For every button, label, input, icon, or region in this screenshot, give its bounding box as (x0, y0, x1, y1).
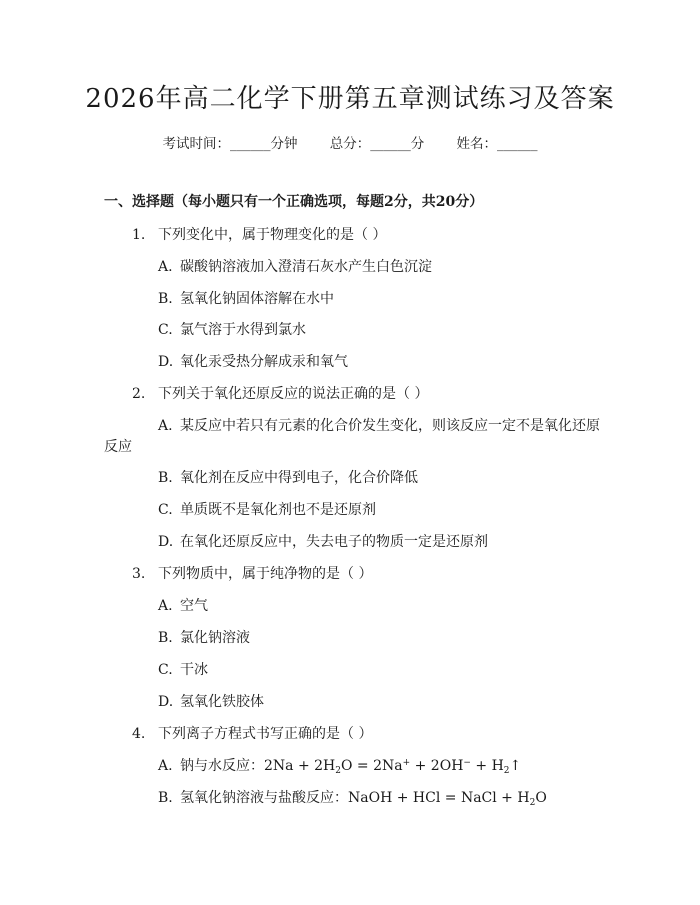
question-number: 1. (132, 227, 146, 243)
question-1 (132, 224, 386, 244)
question-text: 下列关于氧化还原反应的说法正确的是（ ） (158, 386, 429, 402)
option-letter: A. (158, 418, 173, 434)
option-text: 氢氧化铁胶体 (180, 694, 264, 710)
option-1a (158, 256, 432, 276)
option-letter: D. (158, 534, 174, 550)
subscript: 2 (529, 798, 536, 808)
option-letter: B. (158, 291, 173, 307)
option-2c (158, 499, 376, 519)
option-2a (158, 415, 600, 435)
section-heading-choice: 一、选择题（每小题只有一个正确选项，每题2分，共20分） (104, 194, 484, 210)
option-text: 干冰 (180, 662, 208, 678)
option-3b (158, 627, 250, 647)
option-text: 氧化汞受热分解成汞和氧气 (180, 354, 348, 370)
option-letter: A. (158, 598, 173, 614)
option-1d (158, 351, 348, 371)
question-number: 2. (132, 386, 146, 402)
option-text: 某反应中若只有元素的化合价发生变化，则该反应一定不是氧化还原 (180, 418, 600, 434)
option-text: 氯气溶于水得到氯水 (180, 322, 306, 338)
option-4a (158, 755, 521, 776)
option-1b (158, 288, 334, 308)
exam-info-line (0, 132, 700, 152)
option-letter: C. (158, 662, 173, 678)
name-field: 姓名：______ (456, 136, 538, 152)
question-number: 4. (132, 726, 146, 742)
option-text: 在氧化还原反应中，失去电子的物质一定是还原剂 (180, 534, 488, 550)
option-3c (158, 659, 208, 679)
option-letter: B. (158, 790, 173, 806)
question-text: 下列变化中，属于物理变化的是（ ） (158, 227, 387, 243)
option-2d (158, 531, 488, 551)
exam-time-field: 考试时间：______分钟 (162, 136, 298, 152)
option-4b (158, 787, 547, 808)
option-text: 氢氧化钠固体溶解在水中 (180, 291, 334, 307)
option-text: 单质既不是氧化剂也不是还原剂 (180, 502, 376, 518)
option-3a (158, 595, 208, 615)
option-letter: C. (158, 502, 173, 518)
page-title: 2026年高二化学下册第五章测试练习及答案 (85, 84, 615, 114)
total-score-field: 总分：______分 (329, 136, 425, 152)
option-text: 碳酸钠溶液加入澄清石灰水产生白色沉淀 (180, 259, 432, 275)
option-letter: C. (158, 322, 173, 338)
question-4 (132, 723, 372, 743)
question-3 (132, 563, 372, 583)
option-letter: B. (158, 470, 173, 486)
option-2b (158, 467, 418, 487)
question-text: 下列离子方程式书写正确的是（ ） (158, 726, 373, 742)
subscript: 2 (503, 766, 510, 776)
equation-part: 氢氧化钠溶液与盐酸反应：NaOH + HCl = NaCl + H (180, 790, 530, 806)
equation-part: O (535, 790, 547, 806)
equation-part: + 2OH (410, 758, 464, 774)
option-2a-continuation: 反应 (104, 439, 132, 455)
equation-part: + H (470, 758, 504, 774)
equation-part: 钠与水反应：2Na + 2H (180, 758, 336, 774)
equation-part: O = 2Na (341, 758, 403, 774)
option-letter: D. (158, 694, 174, 710)
option-text: 空气 (180, 598, 208, 614)
option-3d (158, 691, 264, 711)
option-text: 氯化钠溶液 (180, 630, 250, 646)
question-number: 3. (132, 566, 146, 582)
option-1c (158, 319, 306, 339)
option-letter: D. (158, 354, 174, 370)
subscript: 2 (335, 766, 341, 776)
gas-arrow-icon: ↑ (509, 758, 522, 774)
option-letter: A. (158, 259, 173, 275)
question-2 (132, 383, 428, 403)
superscript-charge: + (402, 758, 411, 768)
question-text: 下列物质中，属于纯净物的是（ ） (158, 566, 373, 582)
option-text: 氧化剂在反应中得到电子，化合价降低 (180, 470, 418, 486)
option-letter: A. (158, 758, 173, 774)
option-letter: B. (158, 630, 173, 646)
superscript-charge: − (463, 758, 471, 768)
